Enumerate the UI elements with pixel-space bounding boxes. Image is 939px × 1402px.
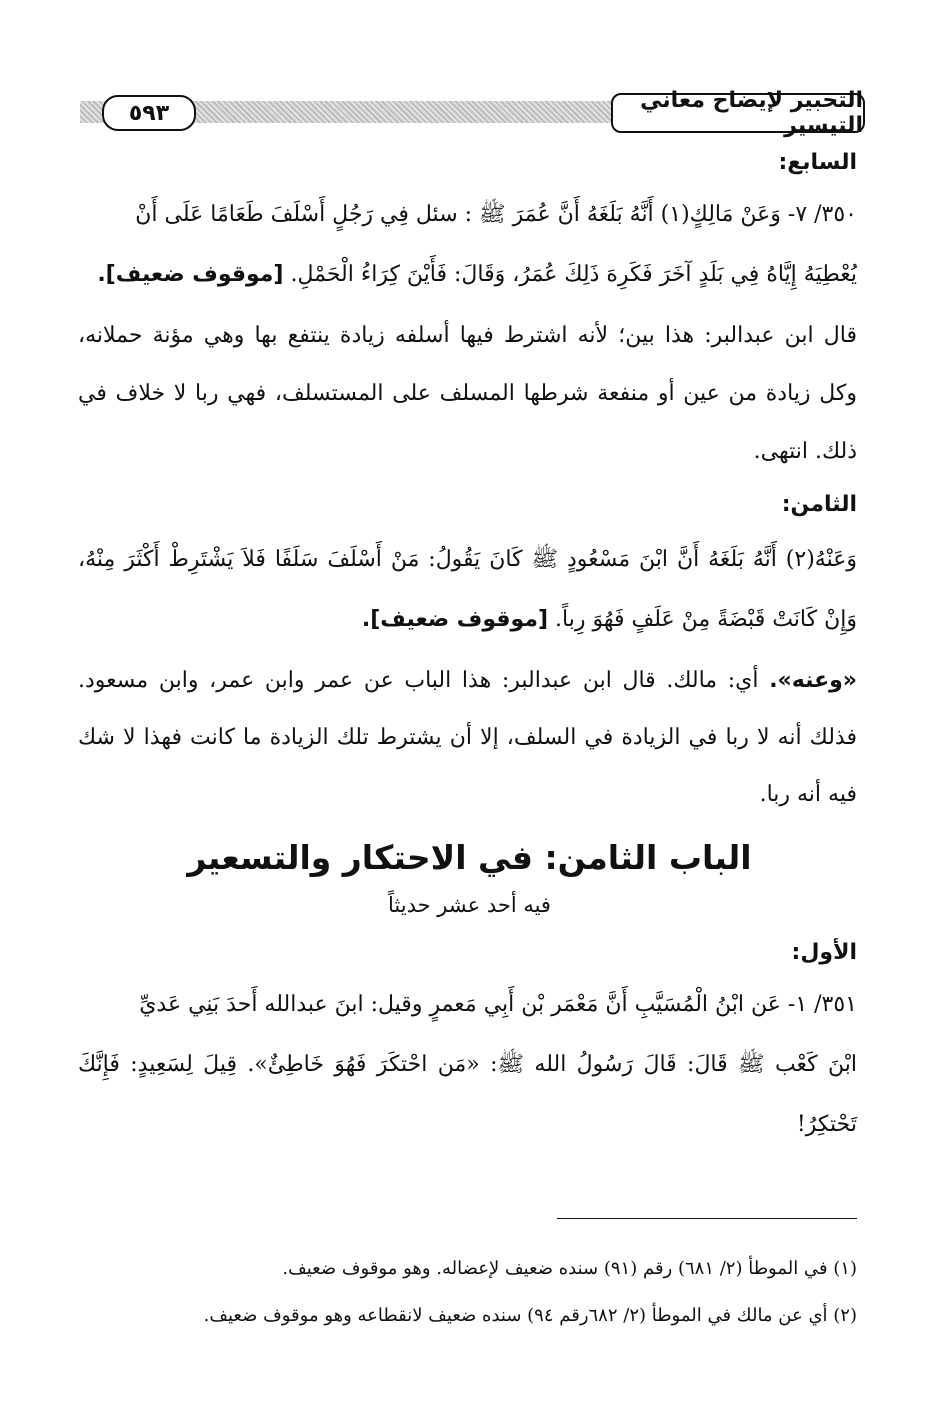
commentary-eighth-lead: «وعنه».: [769, 668, 858, 693]
section-heading-seventh: السابع:: [778, 150, 857, 175]
hadith-eighth-grade: [موقوف ضعيف].: [361, 607, 549, 632]
section-heading-eighth: الثامن:: [781, 492, 857, 517]
commentary-eighth: [78, 652, 857, 823]
hadith-350: [78, 185, 857, 305]
hadith-351-line2: ابْنَ كَعْب ﷺ قَالَ: قَالَ رَسُولُ الله ﷺ: «مَن احْتكَرَ فَهُوَ خَاطِئٌ». قِيلَ لِسَعِيدٍ: فَإِنَّكَ تَحْتكِرُ!: [78, 1052, 857, 1137]
hadith-351-line1: ٣٥١/ ١- عَن ابْنُ الْمُسَيَّبِ أَنَّ مَعْمَر بْن أَبِي مَعمرٍ وقيل: ابنَ عبدالله أَحدَ بَنِي عَديِّ: [139, 992, 857, 1017]
hadith-eighth-text: وَعَنْهُ(٢) أَنَّهُ بَلَغَهُ أَنَّ ابْنَ مَسْعُودٍ ﷺ كَانَ يَقُولُ: مَنْ أَسْلَفَ سَلَفًا فَلاَ يَشْتَرِطْ أَكْثَرَ مِنْهُ، وَإِنْ كَانَتْ قَبْضَةً مِنْ عَلَفٍ فَهُوَ رِباً.: [78, 547, 857, 632]
page-header: [80, 88, 865, 138]
hadith-350-text: يُعْطِيَهُ إِيَّاهُ فِي بَلَدٍ آخَرَ فَكَرِهَ ذَلِكَ عُمَرُ، وَقَالَ: فَأَيْنَ كِرَاءُ الْحَمْلِ.: [290, 262, 857, 287]
hadith-eighth: [78, 530, 857, 650]
section-heading-first: الأول:: [791, 940, 857, 965]
hadith-350-grade: [موقوف ضعيف].: [97, 262, 284, 287]
hadith-350-line2: [78, 245, 857, 305]
chapter-subtitle: فيه أحد عشر حديثاً: [388, 893, 551, 917]
footnote-1: (١) في الموطأ (٢/ ٦٨١) رقم (٩١) سنده ضعيف لإعضاله. وهو موقوف ضعيف.: [282, 1258, 857, 1279]
hadith-350-line1: ٣٥٠/ ٧- وَعَنْ مَالِكٍ(١) أَنَّهُ بَلَغَهُ أَنَّ عُمَرَ ﷺ : سئل فِي رَجُلٍ أَسْلَفَ طَعَامًا عَلَى أَنْ: [135, 202, 857, 227]
hadith-351: [78, 975, 857, 1155]
footnote-2: (٢) أي عن مالك في الموطأ (٢/ ٦٨٢رقم ٩٤) سنده ضعيف لانقطاعه وهو موقوف ضعيف.: [203, 1305, 857, 1326]
book-title: التحبير لإيضاح معاني التيسير: [611, 93, 865, 133]
footnote-divider: [557, 1218, 857, 1219]
commentary-350: قال ابن عبدالبر: هذا بين؛ لأنه اشترط فيها أسلفه زيادة ينتفع بها وهي مؤنة حملانه، وكل زيادة من عين أو منفعة شرطها المسلف على المستسلف، فهي ربا لا خلاف في ذلك. انتهى.: [78, 323, 857, 464]
commentary-eighth-text: أي: مالك. قال ابن عبدالبر: هذا الباب عن عمر وابن عمر، وابن مسعود. فذلك أنه لا ربا في الزيادة في السلف، إلا أن يشترط تلك الزيادة ما كانت فهذا لا شك فيه أنه ربا.: [78, 668, 857, 807]
page-number: ٥٩٣: [102, 95, 196, 131]
chapter-title: الباب الثامن: في الاحتكار والتسعير: [187, 838, 752, 877]
